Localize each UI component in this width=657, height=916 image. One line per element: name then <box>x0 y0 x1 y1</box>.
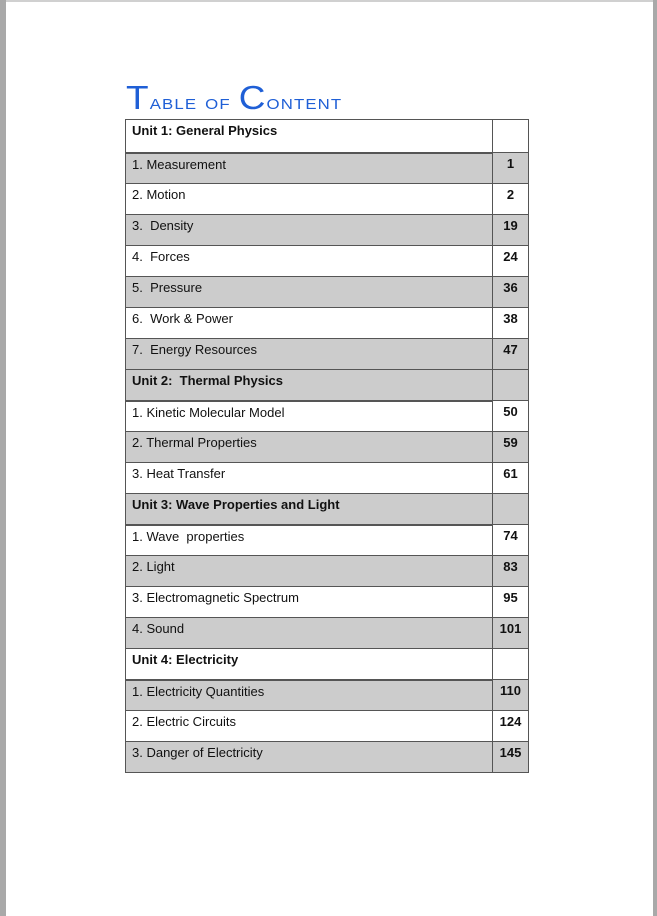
toc-item-label: 6. Work & Power <box>126 308 493 339</box>
toc-item-row <box>126 556 529 587</box>
toc-item-label: 2. Motion <box>126 184 493 215</box>
toc-unit-label: Unit 1: General Physics <box>126 120 493 153</box>
page-title <box>126 80 342 120</box>
toc-item-row <box>126 463 529 494</box>
title-cap-3: C <box>238 79 267 116</box>
toc-item-label: 1. Kinetic Molecular Model <box>126 401 493 432</box>
toc-page-number <box>493 370 529 401</box>
toc-item-row <box>126 153 529 184</box>
toc-unit-row <box>126 370 529 401</box>
toc-unit-row <box>126 120 529 153</box>
page-top-edge <box>0 0 657 2</box>
toc-page-number: 50 <box>493 401 529 432</box>
toc-item-row <box>126 401 529 432</box>
title-cap-1: T <box>126 79 150 116</box>
toc-unit-label: Unit 3: Wave Properties and Light <box>126 494 493 525</box>
toc-unit-label: Unit 2: Thermal Physics <box>126 370 493 401</box>
toc-page-number: 36 <box>493 277 529 308</box>
toc-unit-row <box>126 649 529 680</box>
toc-item-row <box>126 308 529 339</box>
page-right-margin <box>653 0 657 916</box>
toc-item-row <box>126 587 529 618</box>
toc-unit-label: Unit 4: Electricity <box>126 649 493 680</box>
title-rest-2: of <box>205 89 231 114</box>
toc-item-label: 3. Electromagnetic Spectrum <box>126 587 493 618</box>
toc-item-label: 1. Electricity Quantities <box>126 680 493 711</box>
toc-page-number: 101 <box>493 618 529 649</box>
toc-item-row <box>126 246 529 277</box>
toc-page-number: 95 <box>493 587 529 618</box>
toc-item-label: 4. Sound <box>126 618 493 649</box>
page-left-margin <box>0 0 6 916</box>
toc-page-number <box>493 494 529 525</box>
toc-page-number: 1 <box>493 153 529 184</box>
toc-item-label: 7. Energy Resources <box>126 339 493 370</box>
toc-page-number: 19 <box>493 215 529 246</box>
toc-item-row <box>126 618 529 649</box>
toc-item-row <box>126 339 529 370</box>
toc-body <box>126 120 529 773</box>
toc-page-number: 110 <box>493 680 529 711</box>
toc-item-label: 3. Danger of Electricity <box>126 742 493 773</box>
toc-item-row <box>126 184 529 215</box>
toc-page-number <box>493 649 529 680</box>
toc-item-label: 2. Light <box>126 556 493 587</box>
toc-unit-row <box>126 494 529 525</box>
toc-page-number: 83 <box>493 556 529 587</box>
toc-item-row <box>126 680 529 711</box>
title-rest-1: able <box>149 89 198 114</box>
toc-page-number: 24 <box>493 246 529 277</box>
toc-item-label: 3. Heat Transfer <box>126 463 493 494</box>
toc-table <box>125 119 529 773</box>
toc-item-label: 1. Measurement <box>126 153 493 184</box>
toc-item-row <box>126 277 529 308</box>
toc-item-row <box>126 215 529 246</box>
toc-item-row <box>126 742 529 773</box>
toc-item-label: 2. Electric Circuits <box>126 711 493 742</box>
toc-page-number: 124 <box>493 711 529 742</box>
toc-item-row <box>126 525 529 556</box>
toc-page-number: 59 <box>493 432 529 463</box>
toc-item-label: 3. Density <box>126 215 493 246</box>
toc-page-number <box>493 120 529 153</box>
toc-page-number: 2 <box>493 184 529 215</box>
toc-page-number: 145 <box>493 742 529 773</box>
toc-page-number: 74 <box>493 525 529 556</box>
title-rest-3: ontent <box>266 89 343 114</box>
toc-item-label: 5. Pressure <box>126 277 493 308</box>
toc-item-row <box>126 432 529 463</box>
toc-item-row <box>126 711 529 742</box>
toc-item-label: 4. Forces <box>126 246 493 277</box>
toc-item-label: 2. Thermal Properties <box>126 432 493 463</box>
toc-page-number: 47 <box>493 339 529 370</box>
toc-item-label: 1. Wave properties <box>126 525 493 556</box>
toc-page-number: 61 <box>493 463 529 494</box>
toc-page-number: 38 <box>493 308 529 339</box>
